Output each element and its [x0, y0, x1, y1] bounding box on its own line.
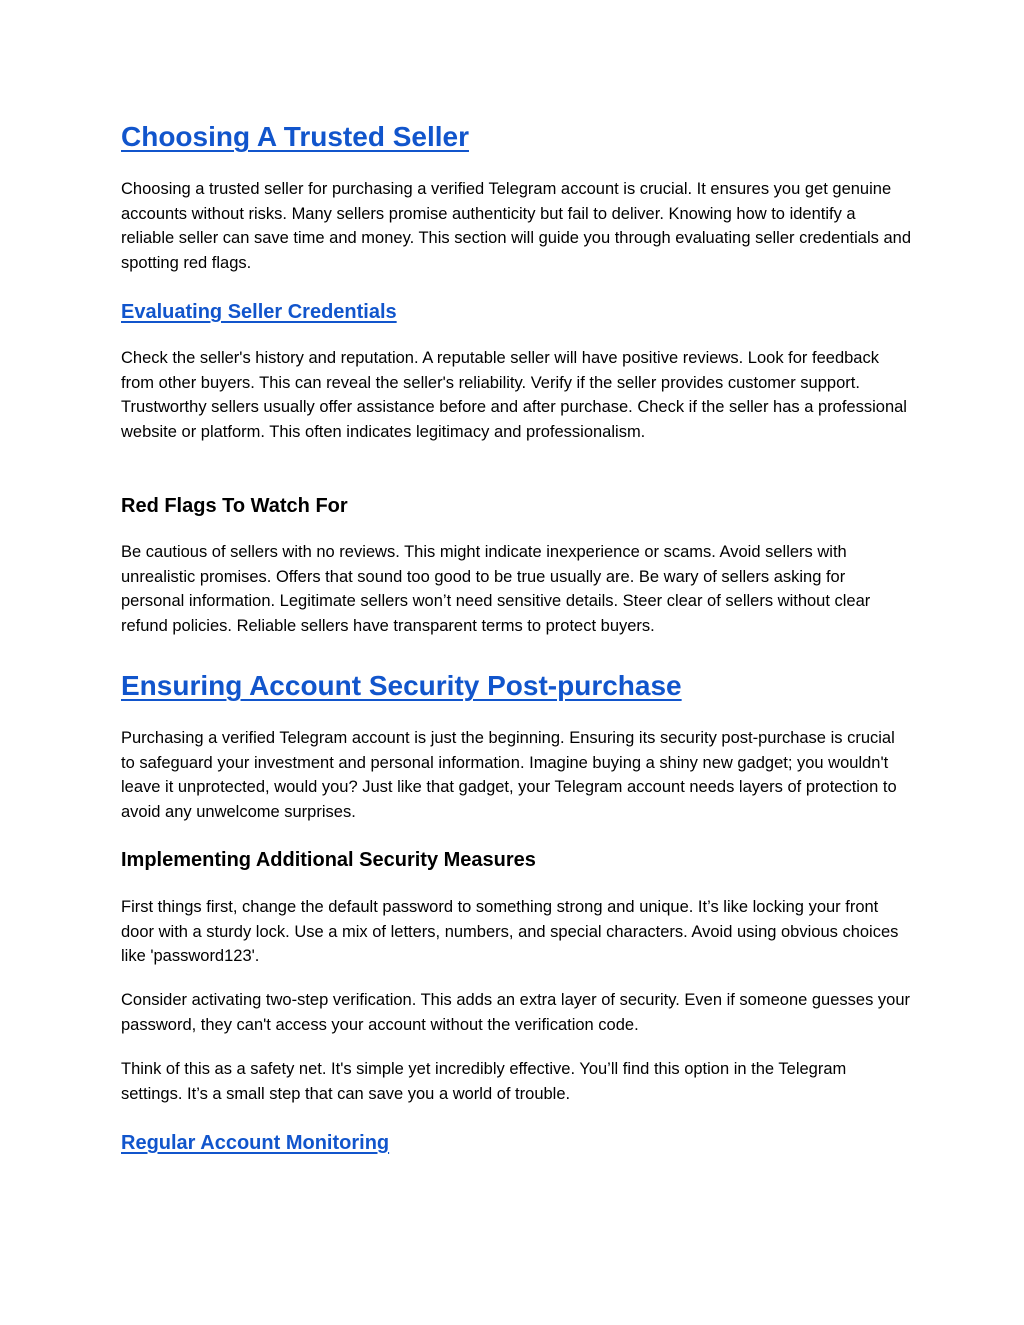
account-security-heading-link[interactable]: Ensuring Account Security Post-purchase [121, 670, 682, 701]
subheading-regular-monitoring [121, 1130, 911, 1156]
evaluating-credentials-heading-link[interactable]: Evaluating Seller Credentials [121, 301, 397, 323]
choosing-seller-intro: Choosing a trusted seller for purchasing a verified Telegram account is crucial. It ensures you get genuine accounts without risks. Many sellers promise authenticity but fail to deliver. Knowing how to identify a reliable seller can save time and money. This section will guide you through evaluating seller credentials and spotting red flags. [121, 180, 911, 272]
red-flags-body: Be cautious of sellers with no reviews. This might indicate inexperience or scams. Avoid sellers with unrealistic promises. Offers that sound too good to be true usually are. Be wary of sellers asking for personal information. Legitimate sellers won’t need sensitive details. Steer clear of sellers without clear refund policies. Reliable sellers have transparent terms to protect buyers. [121, 543, 871, 635]
regular-monitoring-heading-link[interactable]: Regular Account Monitoring [121, 1132, 390, 1154]
additional-security-para-2: Consider activating two-step verification. This adds an extra layer of security. Even if someone guesses your password, they can't access your account without the verification code. [121, 991, 911, 1034]
subheading-red-flags: Red Flags To Watch For [121, 495, 348, 517]
section-heading-choosing-seller [121, 120, 911, 154]
subheading-evaluating-credentials [121, 299, 911, 325]
additional-security-para-3: Think of this as a safety net. It's simple yet incredibly effective. You’ll find this option in the Telegram settings. It’s a small step that can save you a world of trouble. [121, 1060, 847, 1103]
section-heading-account-security [121, 669, 911, 703]
account-security-intro: Purchasing a verified Telegram account is just the beginning. Ensuring its security post-purchase is crucial to safeguard your investment and personal information. Imagine buying a shiny new gadget; you wouldn't leave it unprotected, would you? Just like that gadget, your Telegram account needs layers of protection to avoid any unwelcome surprises. [121, 729, 897, 821]
subheading-additional-security: Implementing Additional Security Measures [121, 849, 536, 871]
choosing-seller-heading-link[interactable]: Choosing A Trusted Seller [121, 121, 469, 152]
additional-security-para-1: First things first, change the default password to something strong and unique. It’s like locking your front door with a sturdy lock. Use a mix of letters, numbers, and special characters. Avoid using obvious choices like 'password123'. [121, 898, 899, 965]
evaluating-credentials-body: Check the seller's history and reputation. A reputable seller will have positive reviews. Look for feedback from other buyers. This can reveal the seller's reliability. Verify if the seller provides customer support. Trustworthy sellers usually offer assistance before and after purchase. Check if the seller has a professional website or platform. This often indicates legitimacy and professionalism. [121, 349, 907, 441]
